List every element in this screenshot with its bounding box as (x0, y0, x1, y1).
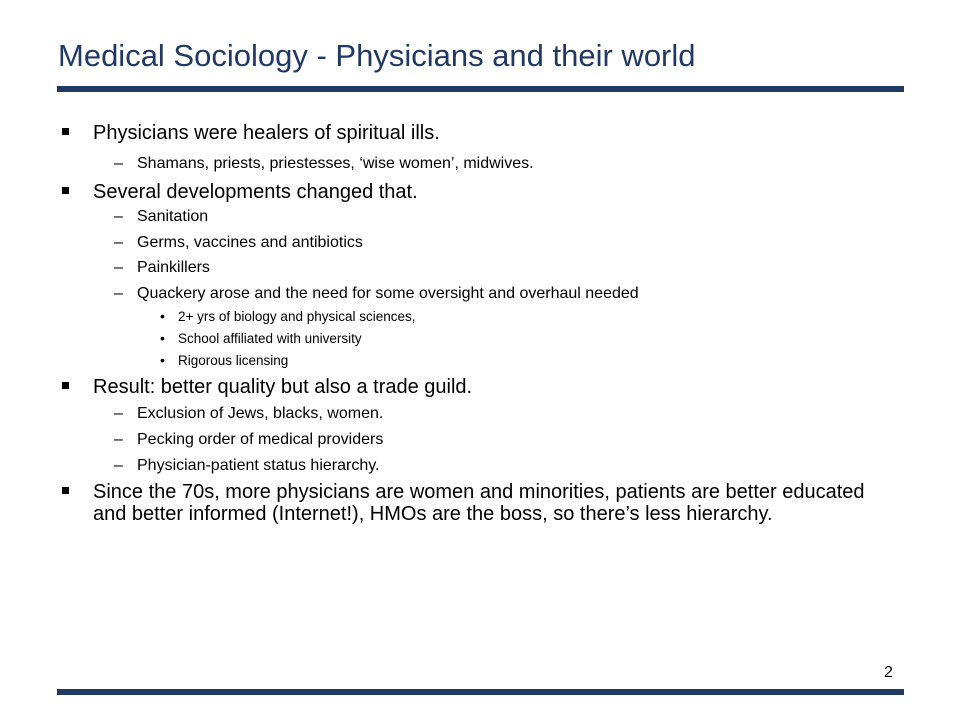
bullet-text: Since the 70s, more physicians are women and minorities, patients are better educated and better informed (Internet!), HMOs are the boss, so there’s less hierarchy. (93, 481, 865, 525)
bullet-text: School affiliated with university (178, 331, 362, 346)
square-bullet-icon (62, 487, 69, 494)
square-bullet-icon (62, 128, 69, 135)
bullet-text: Rigorous licensing (178, 353, 289, 368)
bullet-text: Quackery arose and the need for some oversight and overhaul needed (137, 285, 639, 302)
page-number: 2 (884, 664, 893, 681)
dash-bullet-icon: – (114, 208, 123, 225)
bullet-text: 2+ yrs of biology and physical sciences, (178, 309, 416, 324)
dot-bullet-icon: • (160, 352, 165, 368)
sub-bullet-item (114, 234, 363, 252)
sub-bullet-item (114, 285, 639, 303)
sub-bullet-item (114, 155, 534, 173)
bullet-item (93, 376, 472, 399)
sub-bullet-item (114, 457, 380, 475)
dot-bullet-icon: • (160, 308, 165, 324)
square-bullet-icon (62, 187, 69, 194)
sub-bullet-item (114, 208, 209, 226)
dash-bullet-icon: – (114, 234, 123, 251)
dash-bullet-icon: – (114, 457, 123, 474)
bullet-text: Several developments changed that. (93, 181, 418, 203)
dash-bullet-icon: – (114, 285, 123, 302)
bullet-text: Painkillers (137, 259, 210, 276)
bullet-text: Physicians were healers of spiritual ills. (93, 122, 440, 144)
dot-bullet-icon: • (160, 330, 165, 346)
dash-bullet-icon: – (114, 155, 123, 172)
bullet-item (93, 181, 418, 204)
dash-bullet-icon: – (114, 431, 123, 448)
bullet-text: Exclusion of Jews, blacks, women. (137, 405, 384, 422)
bullet-item (93, 481, 873, 525)
bullet-text: Result: better quality but also a trade guild. (93, 376, 473, 398)
title-divider (57, 86, 904, 92)
bullet-text: Pecking order of medical providers (137, 431, 384, 448)
sub-bullet-item (114, 431, 384, 449)
square-bullet-icon (62, 382, 69, 389)
bullet-text: Sanitation (137, 208, 209, 225)
bullet-item (93, 122, 440, 145)
sub-bullet-item (114, 405, 384, 423)
bullet-text: Shamans, priests, priestesses, ‘wise women’, midwives. (137, 155, 534, 172)
sub-sub-bullet-item (160, 308, 416, 324)
footer-divider (57, 689, 904, 695)
bullet-text: Germs, vaccines and antibiotics (137, 234, 363, 251)
sub-bullet-item (114, 259, 210, 277)
sub-sub-bullet-item (160, 330, 362, 346)
sub-sub-bullet-item (160, 352, 289, 368)
bullet-text: Physician-patient status hierarchy. (137, 457, 380, 474)
slide-title: Medical Sociology - Physicians and their world (58, 38, 696, 73)
dash-bullet-icon: – (114, 405, 123, 422)
dash-bullet-icon: – (114, 259, 123, 276)
